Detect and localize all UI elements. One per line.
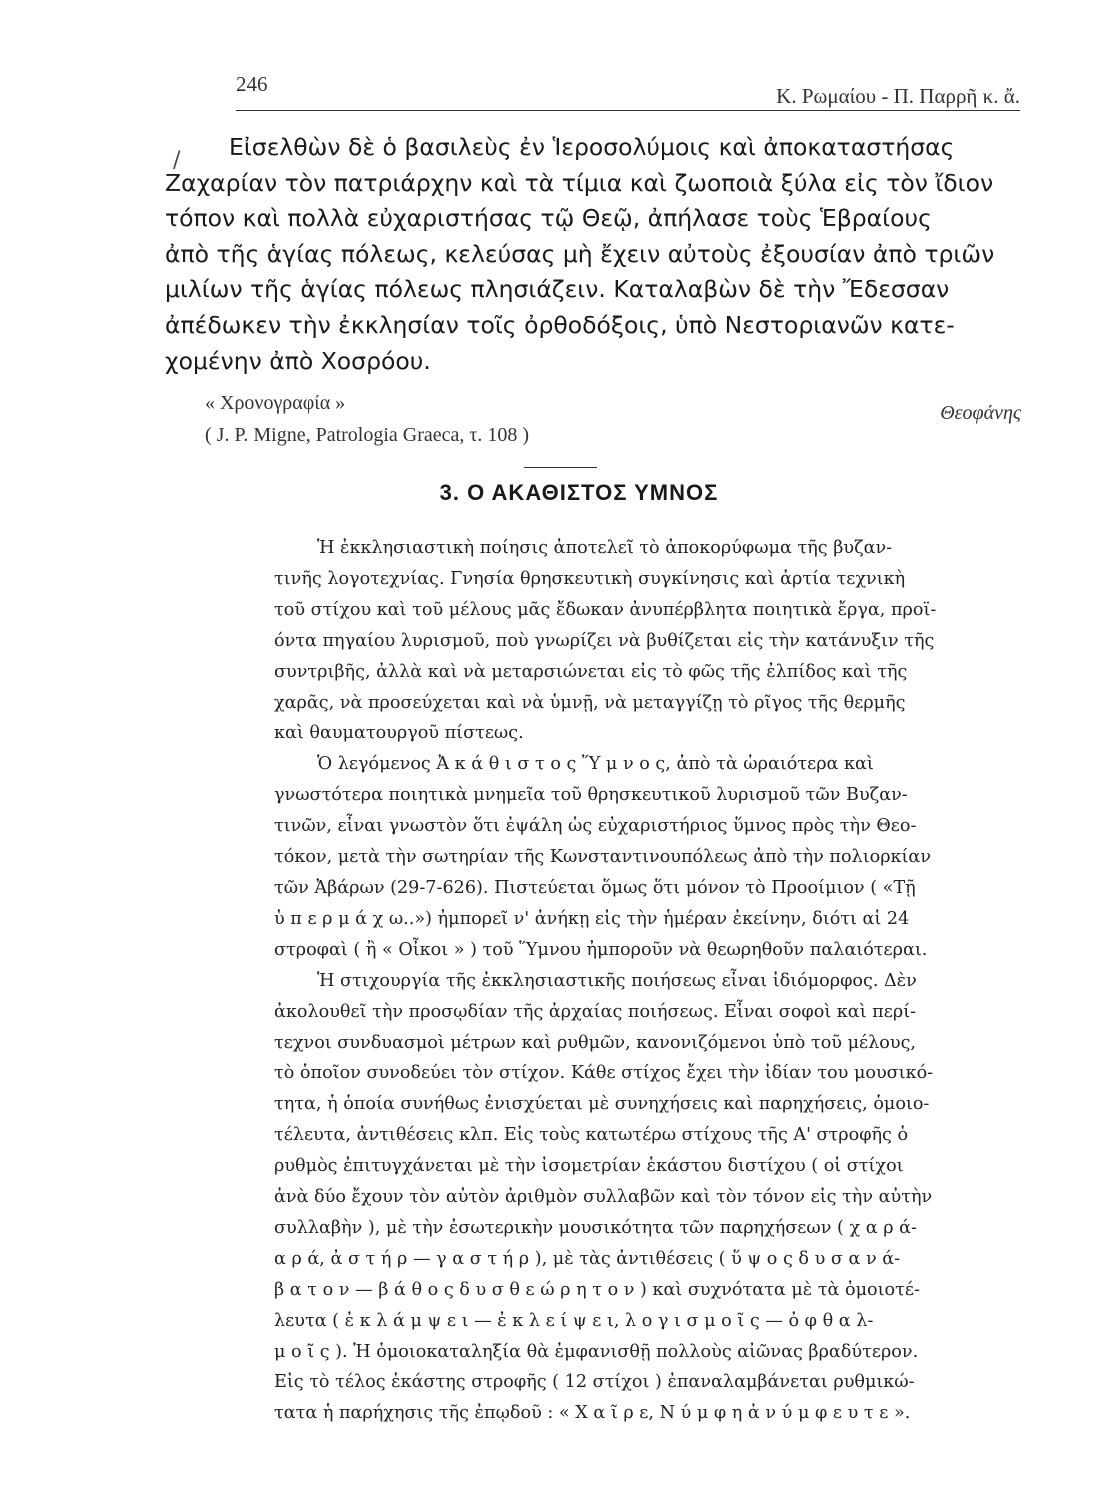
- body-line: τατα ἡ παρήχησις τῆς ἐπῳδοῦ : « Χ α ῖ ρ ε, Ν ύ μ φ η ἀ ν ύ μ φ ε υ τ ε ».: [274, 1403, 911, 1424]
- body-line: τέλευτα, ἀντιθέσεις κλπ. Εἰς τοὺς κατωτέρω στίχους τῆς Α' στροφῆς ὁ: [274, 1125, 909, 1146]
- body-line: γνωστότερα ποιητικὰ μνημεῖα τοῦ θρησκευτικοῦ λυρισμοῦ τῶν Βυζαν-: [274, 785, 908, 806]
- body-line: α ρ ά, ἀ σ τ ή ρ — γ α σ τ ή ρ ), μὲ τὰς ἀντιθέσεις ( ὕ ψ ο ς δ υ σ α ν ά-: [274, 1248, 901, 1269]
- quote-line: Ζαχαρίαν τὸν πατριάρχην καὶ τὰ τίμια καὶ ζωοποιὰ ξύλα εἰς τὸν ἴδιον: [165, 168, 994, 197]
- quote-line: τόπον καὶ πολλὰ εὐχαριστήσας τῷ Θεῷ, ἀπήλασε τοὺς Ἑβραίους: [165, 204, 932, 233]
- body-line: Ἡ ἐκκλησιαστικὴ ποίησις ἀποτελεῖ τὸ ἀποκορύφωμα τῆς βυζαν-: [317, 538, 893, 558]
- body-line: τὸ ὁποῖον συνοδεύει τὸν στίχον. Κάθε στίχος ἔχει τὴν ἰδίαν του μουσικό-: [274, 1063, 934, 1084]
- body-line: τεχνοι συνδυασμοὶ μέτρων καὶ ρυθμῶν, κανονιζόμενοι ὑπὸ τοῦ μέλους,: [274, 1032, 917, 1053]
- body-line: Ἡ στιχουργία τῆς ἐκκλησιαστικῆς ποιήσεως εἶναι ἰδιόμορφος. Δὲν: [317, 970, 917, 991]
- body-line: καὶ θαυματουργοῦ πίστεως.: [274, 723, 524, 744]
- body-line: χαρᾶς, νὰ προσεύχεται καὶ νὰ ὑμνῇ, νὰ μεταγγίζῃ τὸ ρῖγος τῆς θερμῆς: [274, 692, 906, 713]
- section-heading: [0, 480, 1118, 506]
- body-line: ρυθμὸς ἐπιτυγχάνεται μὲ τὴν ἰσομετρίαν ἑκάστου διστίχου ( οἱ στίχοι: [274, 1156, 904, 1177]
- quote-line: μιλίων τῆς ἁγίας πόλεως πλησιάζειν. Καταλαβὼν δὲ τὴν Ἔδεσσαν: [165, 275, 950, 304]
- page-number: 246: [236, 72, 268, 96]
- body-line: τινῆς λογοτεχνίας. Γνησία θρησκευτικὴ συγκίνησις καὶ ἀρτία τεχνικὴ: [274, 568, 906, 589]
- header-rule: [236, 110, 1020, 111]
- body-line: τόκον, μετὰ τὴν σωτηρίαν τῆς Κωνσταντινουπόλεως ἀπὸ τὴν πολιορκίαν: [274, 847, 932, 868]
- body-line: λευτα ( ἐ κ λ ά μ ψ ε ι — ἐ κ λ ε ί ψ ε ι, λ ο γ ι σ μ ο ῖ ς — ὀ φ θ α λ-: [274, 1310, 874, 1331]
- body-text: [274, 533, 988, 1429]
- body-line: μ ο ῖ ς ). Ἡ ὁμοιοκαταληξία θὰ ἐμφανισθῇ πολλοὺς αἰῶνας βραδύτερον.: [274, 1341, 919, 1362]
- source-title: « Χρονογραφία »: [205, 392, 346, 414]
- source-reference: ( J. P. Migne, Patrologia Graeca, τ. 108 ): [205, 424, 530, 446]
- body-line: ἀνὰ δύο ἔχουν τὸν αὐτὸν ἀριθμὸν συλλαβῶν καὶ τὸν τόνον εἰς τὴν αὐτὴν: [274, 1187, 933, 1208]
- body-line: τῶν Ἀβάρων (29-7-626). Πιστεύεται ὅμως ὅτι μόνον τὸ Προοίμιον ( «Τῇ: [274, 877, 916, 898]
- section-divider: [524, 467, 597, 468]
- body-line: συντριβῆς, ἀλλὰ καὶ νὰ μεταρσιώνεται εἰς τὸ φῶς τῆς ἐλπίδος καὶ τῆς: [274, 661, 908, 682]
- quote-line: Εἰσελθὼν δὲ ὁ βασιλεὺς ἐν Ἱεροσολύμοις καὶ ἀποκαταστήσας: [229, 133, 955, 161]
- body-line: ἀκολουθεῖ τὴν προσῳδίαν τῆς ἀρχαίας ποιήσεως. Εἶναι σοφοὶ καὶ περί-: [274, 1001, 917, 1022]
- running-head-authors: Κ. Ρωμαίου - Π. Παρρῆ κ. ἄ.: [776, 84, 1020, 108]
- body-line: τινῶν, εἶναι γνωστὸν ὅτι ἐψάλη ὡς εὐχαριστήριος ὕμνος πρὸς τὴν Θεο-: [274, 816, 917, 837]
- quoted-passage: [165, 130, 1021, 379]
- body-line: ὑ π ε ρ μ ά χ ω..») ἠμπορεῖ ν' ἀνήκῃ εἰς τὴν ἡμέραν ἐκείνην, διότι αἱ 24: [274, 908, 910, 929]
- body-line: τοῦ στίχου καὶ τοῦ μέλους μᾶς ἔδωκαν ἀνυπέρβλητα ποιητικὰ ἔργα, προϊ-: [274, 599, 937, 620]
- body-line: β α τ ο ν — β ά θ ο ς δ υ σ θ ε ώ ρ η τ ο ν ) καὶ συχνότατα μὲ τὰ ὁμοιοτέ-: [274, 1279, 920, 1300]
- quote-line: χομένην ἀπὸ Χοσρόου.: [165, 346, 431, 375]
- body-line: Ὁ λεγόμενος Ἀ κ ά θ ι σ τ ο ς Ὕ μ ν ο ς, ἀπὸ τὰ ὡραιότερα καὶ: [317, 754, 874, 775]
- body-line: τητα, ἡ ὁποία συνήθως ἐνισχύεται μὲ συνηχήσεις καὶ παρηχήσεις, ὁμοιο-: [274, 1094, 930, 1115]
- quote-line: ἀπέδωκεν τὴν ἐκκλησίαν τοῖς ὀρθοδόξοις, ὑπὸ Νεστοριανῶν κατε-: [165, 310, 955, 339]
- quote-line: ἀπὸ τῆς ἁγίας πόλεως, κελεύσας μὴ ἔχειν αὐτοὺς ἐξουσίαν ἀπὸ τριῶν: [165, 239, 995, 268]
- margin-mark: /: [173, 148, 181, 173]
- body-line: όντα πηγαίου λυρισμοῦ, ποὺ γνωρίζει νὰ βυθίζεται εἰς τὴν κατάνυξιν τῆς: [274, 630, 935, 651]
- source-author: Θεοφάνης: [940, 402, 1021, 424]
- body-line: Εἰς τὸ τέλος ἑκάστης στροφῆς ( 12 στίχοι ) ἐπαναλαμβάνεται ρυθμικώ-: [274, 1372, 915, 1393]
- section-title: 3. Ο ΑΚΑΘΙΣΤΟΣ ΥΜΝΟΣ: [439, 480, 719, 505]
- source-line: [205, 392, 1021, 424]
- page-header: [236, 70, 1020, 110]
- body-line: στροφαὶ ( ἢ « Οἶκοι » ) τοῦ Ὕμνου ἠμποροῦν νὰ θεωρηθοῦν παλαιότεραι.: [274, 939, 928, 960]
- body-line: συλλαβὴν ), μὲ τὴν ἐσωτερικὴν μουσικότητα τῶν παρηχήσεων ( χ α ρ ά-: [274, 1217, 917, 1238]
